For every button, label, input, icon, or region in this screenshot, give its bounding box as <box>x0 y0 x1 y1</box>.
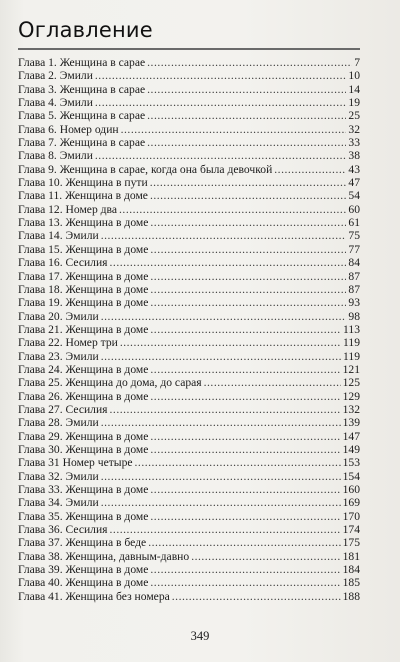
toc-entry-title: Глава 10. Женщина в пути <box>18 176 148 190</box>
toc-entry <box>18 376 360 389</box>
toc-entry <box>18 256 360 269</box>
toc-entry-title: Глава 34. Эмили <box>18 496 99 510</box>
toc-entry-page: 185 <box>342 576 360 590</box>
toc-entry <box>18 536 360 549</box>
toc-entry <box>18 216 360 229</box>
toc-entry-title: Глава 37. Женщина в беде <box>18 536 147 550</box>
toc-entry-page: 184 <box>342 563 360 577</box>
toc-entry-page: 84 <box>348 256 360 270</box>
toc-entry-title: Глава 7. Женщина в сарае <box>18 136 146 150</box>
toc-entry <box>18 136 360 149</box>
toc-entry <box>18 430 360 443</box>
toc-entry <box>18 363 360 376</box>
toc-entry-title: Глава 5. Женщина в сарае <box>18 109 146 123</box>
toc-entry-title: Глава 28. Эмили <box>18 416 99 430</box>
toc-entry-title: Глава 18. Женщина в доме <box>18 282 149 296</box>
toc-entry-title: Глава 38. Женщина, давным-давно <box>18 549 190 563</box>
dot-leader <box>150 189 346 202</box>
toc-entry-page: 181 <box>342 549 360 563</box>
toc-entry-title: Глава 2. Эмили <box>18 69 93 83</box>
dot-leader <box>101 229 347 242</box>
dot-leader <box>101 310 347 323</box>
toc-entry <box>18 470 360 483</box>
toc-entry-title: Глава 1. Женщина в сарае <box>18 56 146 69</box>
toc-entry-page: 149 <box>342 442 360 456</box>
toc-entry <box>18 176 360 189</box>
title-rule <box>18 48 360 50</box>
dot-leader <box>150 483 340 496</box>
toc-entry-page: 132 <box>342 402 360 416</box>
dot-leader <box>147 83 346 96</box>
dot-leader <box>110 403 341 416</box>
toc-entry-title: Глава 16. Сесилия <box>18 256 108 270</box>
toc-entry-page: 10 <box>348 69 360 83</box>
toc-entry-page: 160 <box>342 483 360 496</box>
toc-entry-title: Глава 23. Эмили <box>18 349 99 363</box>
toc-entry-title: Глава 27. Сесилия <box>18 402 108 416</box>
toc-entry <box>18 270 360 283</box>
dot-leader <box>150 283 346 296</box>
toc-entry-title: Глава 17. Женщина в доме <box>18 269 149 283</box>
toc-entry <box>18 550 360 563</box>
toc-entry-title: Глава 41. Женщина без номера <box>18 589 170 603</box>
toc-entry-title: Глава 26. Женщина в доме <box>18 389 149 403</box>
dot-leader <box>95 96 347 109</box>
dot-leader <box>150 390 340 403</box>
toc-entry-title: Глава 13. Женщина в доме <box>18 216 149 230</box>
toc-entry-page: 153 <box>342 456 360 470</box>
dot-leader <box>101 470 341 483</box>
dot-leader <box>95 149 347 162</box>
toc-entry-title: Глава 8. Эмили <box>18 149 93 163</box>
toc-entry <box>18 83 360 96</box>
toc-entry <box>18 456 360 469</box>
toc-entry-title: Глава 15. Женщина в доме <box>18 242 149 256</box>
toc-entry-title: Глава 21. Женщина в доме <box>18 322 149 336</box>
toc-entry <box>18 283 360 296</box>
toc-entry-title: Глава 36. Сесилия <box>18 523 108 537</box>
toc-entry-page: 119 <box>343 336 360 350</box>
toc-entry-title: Глава 22. Номер три <box>18 336 118 350</box>
dot-leader <box>172 590 341 603</box>
toc-entry <box>18 336 360 349</box>
toc-entry-page: 25 <box>348 109 360 123</box>
toc-entry <box>18 323 360 336</box>
dot-leader <box>121 123 347 136</box>
toc-entry-page: 139 <box>342 416 360 430</box>
dot-leader <box>150 576 340 589</box>
toc-entry-page: 87 <box>348 282 360 296</box>
toc-entry-title: Глава 3. Женщина в сарае <box>18 82 146 96</box>
toc-entry <box>18 416 360 429</box>
toc-entry-title: Глава 30. Женщина в доме <box>18 442 149 456</box>
toc-entry-title: Глава 20. Эмили <box>18 309 99 323</box>
dot-leader <box>110 523 341 536</box>
toc-entry <box>18 483 360 496</box>
toc-entry-page: 33 <box>348 136 360 150</box>
dot-leader <box>150 563 340 576</box>
dot-leader <box>147 56 352 69</box>
toc-entry-page: 154 <box>342 469 360 483</box>
toc-entry-page: 169 <box>342 496 360 510</box>
toc-entry <box>18 590 360 603</box>
toc-entry-page: 47 <box>348 176 360 190</box>
toc-entry-page: 77 <box>348 242 360 256</box>
page-title: Оглавление <box>18 18 153 42</box>
toc-entry-page: 98 <box>348 309 360 323</box>
toc-entry-page: 43 <box>348 162 360 176</box>
toc-entry <box>18 163 360 176</box>
toc-entry <box>18 123 360 136</box>
toc-entry <box>18 149 360 162</box>
toc-entry-page: 175 <box>342 536 360 550</box>
toc-entry-page: 147 <box>342 429 360 443</box>
toc-entry-page: 93 <box>348 296 360 310</box>
toc-entry <box>18 576 360 589</box>
toc-entry-page: 60 <box>348 202 360 216</box>
toc-entry <box>18 69 360 82</box>
toc-entry-title: Глава 24. Женщина в доме <box>18 362 149 376</box>
toc-entry <box>18 350 360 363</box>
toc-entry-page: 32 <box>348 122 360 136</box>
dot-leader <box>204 376 341 389</box>
toc-entry-page: 87 <box>348 269 360 283</box>
toc-entry-title: Глава 40. Женщина в доме <box>18 576 149 590</box>
toc-entry <box>18 563 360 576</box>
toc-entry <box>18 189 360 202</box>
toc-entry <box>18 296 360 309</box>
toc-entry <box>18 56 360 69</box>
dot-leader <box>150 270 346 283</box>
toc-entry-page: 119 <box>343 349 360 363</box>
dot-leader <box>150 323 341 336</box>
toc-entry-title: Глава 9. Женщина в сарае, когда она была девочкой <box>18 162 273 176</box>
toc-entry-title: Глава 14. Эмили <box>18 229 99 243</box>
dot-leader <box>101 496 341 509</box>
dot-leader <box>120 336 341 349</box>
toc-entry-page: 129 <box>342 389 360 403</box>
toc-entry <box>18 203 360 216</box>
toc-entry-title: Глава 11. Женщина в доме <box>18 189 148 203</box>
toc-entry-title: Глава 31 Номер четыре <box>18 456 133 470</box>
toc-entry <box>18 523 360 536</box>
dot-leader <box>101 350 341 363</box>
toc-entry-page: 7 <box>354 56 360 69</box>
toc-entry <box>18 390 360 403</box>
dot-leader <box>150 216 346 229</box>
page-number: 349 <box>190 629 210 643</box>
dot-leader <box>119 203 346 216</box>
toc-entry-page: 38 <box>348 149 360 163</box>
toc-entry-title: Глава 12. Номер два <box>18 202 118 216</box>
toc-entry-page: 174 <box>342 523 360 537</box>
dot-leader <box>135 456 341 469</box>
toc-entry <box>18 243 360 256</box>
dot-leader <box>150 296 346 309</box>
table-of-contents <box>18 56 360 603</box>
toc-entry-page: 188 <box>342 589 360 603</box>
toc-entry-title: Глава 4. Эмили <box>18 96 93 110</box>
dot-leader <box>147 136 346 149</box>
toc-entry-title: Глава 6. Номер один <box>18 122 119 136</box>
toc-entry-title: Глава 39. Женщина в доме <box>18 563 149 577</box>
dot-leader <box>95 69 347 82</box>
toc-entry-page: 54 <box>348 189 360 203</box>
dot-leader <box>150 443 340 456</box>
toc-entry-page: 170 <box>342 509 360 523</box>
toc-entry-title: Глава 33. Женщина в доме <box>18 483 149 496</box>
toc-entry <box>18 496 360 509</box>
dot-leader <box>274 163 346 176</box>
dot-leader <box>150 243 346 256</box>
toc-entry-page: 113 <box>343 322 360 336</box>
dot-leader <box>150 176 347 189</box>
toc-entry-title: Глава 19. Женщина в доме <box>18 296 149 310</box>
toc-entry-title: Глава 32. Эмили <box>18 469 99 483</box>
dot-leader <box>101 416 341 429</box>
toc-entry-page: 121 <box>342 362 360 376</box>
dot-leader <box>150 510 340 523</box>
dot-leader <box>148 536 340 549</box>
toc-entry-title: Глава 35. Женщина в доме <box>18 509 149 523</box>
toc-entry-page: 75 <box>348 229 360 243</box>
toc-entry-title: Глава 25. Женщина до дома, до сарая <box>18 376 202 390</box>
toc-entry-page: 125 <box>342 376 360 390</box>
toc-entry <box>18 310 360 323</box>
toc-entry <box>18 229 360 242</box>
toc-entry <box>18 403 360 416</box>
dot-leader <box>191 550 340 563</box>
toc-entry <box>18 109 360 122</box>
toc-entry-page: 14 <box>348 82 360 96</box>
toc-entry <box>18 443 360 456</box>
toc-entry <box>18 510 360 523</box>
dot-leader <box>110 256 347 269</box>
toc-entry-page: 61 <box>348 216 360 230</box>
toc-entry <box>18 96 360 109</box>
dot-leader <box>150 430 340 443</box>
toc-entry-page: 19 <box>348 96 360 110</box>
dot-leader <box>147 109 346 122</box>
dot-leader <box>150 363 340 376</box>
toc-entry-title: Глава 29. Женщина в доме <box>18 429 149 443</box>
